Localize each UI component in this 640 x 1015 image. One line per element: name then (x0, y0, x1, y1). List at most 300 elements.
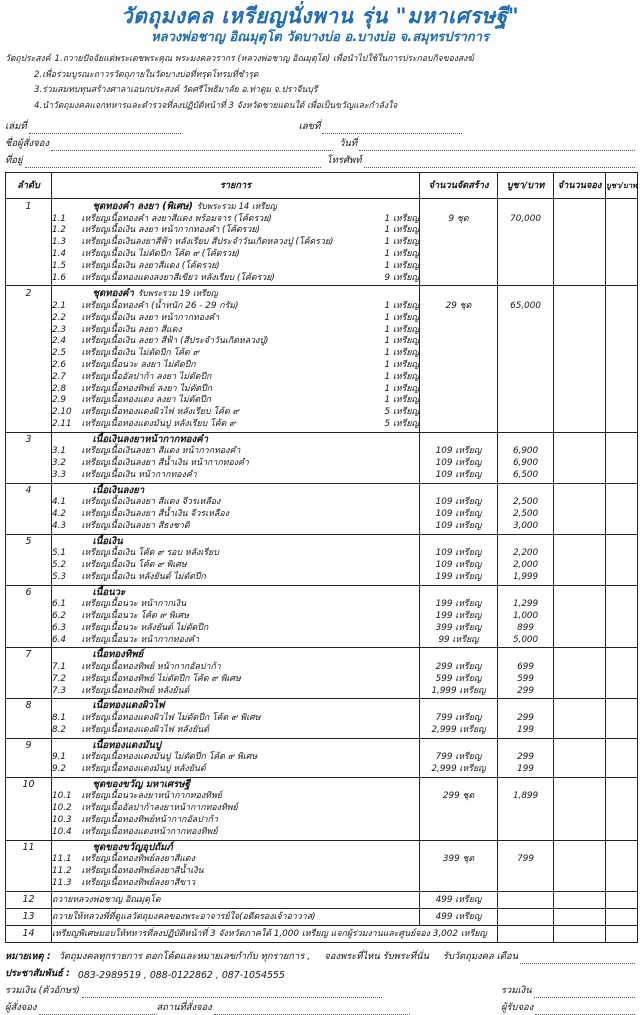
booked-price (606, 372, 638, 384)
item-qty: 1 เหรียญ (364, 325, 420, 337)
table-row (6, 752, 638, 764)
booked-qty (554, 738, 606, 752)
booked-qty (554, 777, 606, 791)
section-title (82, 648, 364, 662)
item-qty (364, 585, 420, 599)
row-index (6, 623, 52, 635)
made-qty: 1,999 เหรียญ (420, 686, 498, 699)
made-qty (420, 384, 498, 396)
item-index (52, 738, 82, 752)
booked-price (606, 611, 638, 623)
made-qty (420, 483, 498, 497)
row-index (6, 273, 52, 286)
made-qty (420, 286, 498, 301)
row-index (6, 458, 52, 470)
price: 299 (498, 752, 554, 764)
item-qty (364, 521, 420, 534)
booked-qty (554, 470, 606, 483)
booked-price (606, 662, 638, 674)
item-index: 7.3 (52, 685, 66, 696)
made-qty (420, 348, 498, 360)
item-desc: เหรียญเนื้อเงิน โค้ด ๙ พิเศษ (81, 560, 187, 571)
item-qty (364, 738, 420, 752)
made-qty: 29 ชุด (420, 301, 498, 313)
item-index: 1.2 (52, 225, 66, 236)
item-qty: 1 เหรียญ (364, 301, 420, 313)
booked-qty (554, 509, 606, 521)
price: 1,899 (498, 791, 554, 803)
row-text: ถวายหลวงพ่อชาญ อิณมุตุโต (52, 891, 420, 908)
booked-price (606, 497, 638, 509)
booked-qty (554, 752, 606, 764)
item-desc: เหรียญเนื้อนวะ หลังยันต์ ไม่ตัดปีก (81, 622, 209, 633)
section-title-note: รับพระรวม 19 เหรียญ (137, 288, 218, 299)
price (498, 777, 554, 791)
item-desc: เหรียญเนื้อทองแดงผิวไฟ ไม่ตัดปีก โค้ด ๙ พิเศษ (81, 713, 261, 724)
booked-qty (554, 713, 606, 725)
table-row (6, 313, 638, 325)
made-qty: 399 เหรียญ (420, 623, 498, 635)
booked-price (606, 313, 638, 325)
price (498, 534, 554, 548)
item-desc: เหรียญเนื้อนวะลงยาหน้ากากทองทิพย์ (81, 791, 222, 802)
row-index (6, 407, 52, 419)
order-table (5, 172, 638, 943)
row-index: 7 (6, 648, 52, 662)
booked-qty (554, 854, 606, 866)
booked-qty (554, 273, 606, 286)
booked-price (606, 286, 638, 301)
booked-qty (554, 560, 606, 572)
made-qty (420, 648, 498, 662)
table-row (6, 360, 638, 372)
booked-qty (554, 458, 606, 470)
booked-price (606, 395, 638, 407)
price (498, 803, 554, 815)
row-index: 11 (6, 840, 52, 854)
item-qty (364, 623, 420, 635)
price: 1,999 (498, 572, 554, 585)
made-qty: 109 เหรียญ (420, 560, 498, 572)
row-index: 3 (6, 432, 52, 446)
item-index (52, 648, 82, 662)
orderer-name-line (51, 139, 333, 151)
booked-qty (554, 325, 606, 337)
item-desc: เหรียญเนื้อเงินลงยา สีน้ำเงิน หน้ากากทองคำ (81, 458, 249, 469)
item-qty (364, 599, 420, 611)
item-desc: เหรียญเนื้อทองแดงลงยาสีเขียว หลังเรียบ (โค้ดรวย) (81, 272, 275, 283)
section-title (82, 199, 364, 214)
table-row (6, 725, 638, 738)
item-qty (364, 866, 420, 878)
booked-qty (554, 891, 606, 908)
item-qty: 1 เหรียญ (364, 237, 420, 249)
price (498, 348, 554, 360)
item-desc: เหรียญเนื้อทองแดงหน้ากากทองทิพย์ (81, 826, 218, 837)
section-title-row (6, 534, 638, 548)
total-line (534, 986, 635, 998)
page-title: วัตถุมงคล เหรียญนั่งพาน รุ่น "มหาเศรษฐี" (120, 4, 520, 28)
table-row (6, 237, 638, 249)
col-header-item: รายการ (52, 173, 420, 199)
item-qty (364, 548, 420, 560)
row-index (6, 725, 52, 738)
number-line (322, 122, 462, 134)
made-qty (420, 261, 498, 273)
booked-price (606, 348, 638, 360)
item-index: 1.1 (52, 213, 66, 224)
item-index (52, 699, 82, 713)
booked-price (606, 752, 638, 764)
table-row (6, 249, 638, 261)
booked-price (606, 585, 638, 599)
made-qty (420, 325, 498, 337)
item-desc: เหรียญเนื้อทองทิพย์ ไม่ตัดปีก โค้ด ๙ พิเศษ (81, 673, 241, 684)
made-qty (420, 866, 498, 878)
price (498, 585, 554, 599)
item-index: 2.11 (52, 418, 72, 429)
booked-price (606, 840, 638, 854)
table-row (6, 599, 638, 611)
booked-price (606, 764, 638, 777)
section-title (82, 738, 364, 752)
item-qty (364, 446, 420, 458)
row-index (6, 225, 52, 237)
orderer-sign-label: ผู้สั่งจอง (5, 1001, 37, 1013)
table-section (6, 699, 638, 738)
item-qty: 1 เหรียญ (364, 372, 420, 384)
booked-qty (554, 648, 606, 662)
table-section (6, 534, 638, 585)
booked-price (606, 725, 638, 738)
item-desc: เหรียญเนื้อทองแดงผิวไฟ หลังเรียบ โค้ด ๙ (81, 407, 239, 418)
item-qty (364, 648, 420, 662)
booked-qty (554, 791, 606, 803)
made-qty: 499 เหรียญ (420, 891, 498, 908)
table-row (6, 560, 638, 572)
price (498, 908, 554, 925)
table-row (6, 925, 638, 942)
table-row (6, 325, 638, 337)
booked-price (606, 791, 638, 803)
row-index (6, 497, 52, 509)
price (498, 432, 554, 446)
made-qty (420, 237, 498, 249)
item-desc: เหรียญเนื้อทองแดงผิวไฟ หลังยันต์ (81, 724, 209, 735)
booked-price (606, 699, 638, 713)
item-desc: เหรียญเนื้อทองแดงมันปู ไม่ตัดปีก โค้ด ๙ พิเศษ (81, 752, 258, 763)
booked-price (606, 777, 638, 791)
table-row (6, 635, 638, 648)
section-title (82, 840, 364, 854)
row-index (6, 866, 52, 878)
made-qty: 109 เหรียญ (420, 497, 498, 509)
item-index: 3.1 (52, 446, 66, 457)
made-qty (420, 336, 498, 348)
booked-qty (554, 432, 606, 446)
purpose-line-4: 4.นำวัตถุมงคลแจกทหารและตำรวจที่ลงปฏิบัติหน้าที่ 3 จังหวัดชายแดนใต้ เพื่อเป็นขวัญและกำลังใจ (34, 100, 398, 111)
booked-qty (554, 301, 606, 313)
booked-price (606, 225, 638, 237)
table-section (6, 432, 638, 483)
row-index (6, 249, 52, 261)
booked-price (606, 572, 638, 585)
section-title-row (6, 199, 638, 214)
section-title-row (6, 648, 638, 662)
made-qty: 399 ชุด (420, 854, 498, 866)
row-index: 9 (6, 738, 52, 752)
table-row (6, 348, 638, 360)
price (498, 237, 554, 249)
item-index: 6.3 (52, 622, 66, 633)
booked-price (606, 273, 638, 286)
booked-qty (554, 225, 606, 237)
table-row (6, 521, 638, 534)
booked-qty (554, 725, 606, 738)
booked-qty (554, 878, 606, 891)
item-desc: เหรียญเนื้อเงิน โค้ด ๙ รอบ หลังเรียบ (81, 548, 219, 559)
item-desc: เหรียญเนื้อทองทิพย์ หลังยันต์ (81, 685, 190, 696)
price: 699 (498, 662, 554, 674)
item-index: 5.3 (52, 571, 66, 582)
booked-price (606, 635, 638, 648)
row-index (6, 674, 52, 686)
orderer-name-label: ชื่อผู้สั่งจอง (5, 138, 50, 149)
booked-price (606, 509, 638, 521)
booked-qty (554, 686, 606, 699)
col-header-booked-price: บูชา/บาท (606, 173, 638, 199)
section-title-text: ชุดทองคำ ลงยา (พิเศษ) (92, 201, 193, 212)
pr-label: ประชาสัมพันธ์ : (5, 967, 70, 979)
price: 199 (498, 764, 554, 777)
table-row (6, 458, 638, 470)
booked-qty (554, 407, 606, 419)
item-qty (364, 572, 420, 585)
made-qty: 299 เหรียญ (420, 662, 498, 674)
made-qty: 199 เหรียญ (420, 599, 498, 611)
item-desc: เหรียญเนื้อทองทิพย์ลงยาสีขาว (81, 877, 196, 888)
row-index (6, 336, 52, 348)
section-title-text: ชุดของขวัญ มหาเศรษฐี (92, 778, 190, 790)
item-index: 2.4 (52, 336, 66, 347)
row-index (6, 791, 52, 803)
item-desc: เหรียญเนื้อเงินลงยา สีธงชาติ (81, 520, 190, 531)
made-qty (420, 878, 498, 891)
item-qty (364, 199, 420, 214)
table-row (6, 674, 638, 686)
booked-price (606, 803, 638, 815)
table-row (6, 686, 638, 699)
section-title-row (6, 483, 638, 497)
booked-qty (554, 572, 606, 585)
made-qty: 199 เหรียญ (420, 611, 498, 623)
item-index: 6.2 (52, 611, 66, 622)
section-title-row (6, 286, 638, 301)
table-section (6, 777, 638, 840)
item-index: 9.2 (52, 764, 66, 775)
item-qty: 9 เหรียญ (364, 273, 420, 286)
item-qty (364, 509, 420, 521)
booked-qty (554, 534, 606, 548)
row-index (6, 560, 52, 572)
made-qty (420, 419, 498, 432)
item-qty (364, 878, 420, 891)
section-title-text: เนื้อเงินลงยา (92, 484, 145, 496)
item-qty (364, 854, 420, 866)
item-index: 2.2 (52, 312, 66, 323)
number-label: เลขที่ (298, 121, 321, 132)
price (498, 261, 554, 273)
table-row (6, 827, 638, 840)
booked-qty (554, 764, 606, 777)
made-qty: 109 เหรียญ (420, 548, 498, 560)
section-title-text: เนื้อนวะ (92, 586, 126, 598)
made-qty (420, 803, 498, 815)
item-index (52, 534, 82, 548)
made-qty (420, 432, 498, 446)
row-index (6, 599, 52, 611)
row-index: 8 (6, 699, 52, 713)
row-index (6, 360, 52, 372)
item-qty (364, 635, 420, 648)
booked-qty (554, 261, 606, 273)
booked-qty (554, 286, 606, 301)
booked-qty (554, 483, 606, 497)
section-title-text: เนื้อทองแดงผิวไฟ (92, 700, 165, 712)
table-row (6, 261, 638, 273)
item-qty (364, 432, 420, 446)
booked-qty (554, 662, 606, 674)
item-desc: เหรียญเนื้ออัลปาก้า ลงยา ไม่ตัดปีก (81, 371, 212, 382)
date-label: วันที่ (339, 138, 358, 149)
row-index: 5 (6, 534, 52, 548)
col-header-index: ลำดับ (6, 173, 52, 199)
orderer-sign-line (39, 1003, 157, 1015)
item-index: 3.2 (52, 458, 66, 469)
price (498, 249, 554, 261)
price (498, 407, 554, 419)
booked-price (606, 237, 638, 249)
made-qty (420, 738, 498, 752)
item-qty: 1 เหรียญ (364, 336, 420, 348)
booked-qty (554, 585, 606, 599)
booked-qty (554, 372, 606, 384)
item-qty (364, 725, 420, 738)
item-qty (364, 752, 420, 764)
table-section (6, 585, 638, 648)
item-index: 2.10 (52, 407, 72, 418)
total-words-line (82, 986, 382, 998)
item-index: 8.2 (52, 724, 66, 735)
note-text-2: จองพระที่ไหน รับพระที่นั่น (324, 950, 429, 962)
phone-label: โทรศัพท์ (326, 155, 362, 166)
table-row (6, 509, 638, 521)
pr-phone-numbers: 083-2989519 , 088-0122862 , 087-1054555 (77, 969, 285, 981)
made-qty (420, 534, 498, 548)
made-qty: 2,999 เหรียญ (420, 725, 498, 738)
booked-price (606, 827, 638, 840)
row-index: 2 (6, 286, 52, 301)
table-section (6, 483, 638, 534)
section-title-text: ชุดทองคำ (92, 288, 134, 300)
item-desc: เหรียญเนื้อทองทิพย์ลงยาสีแดง (81, 854, 195, 865)
row-index (6, 572, 52, 585)
item-index: 10.4 (52, 826, 72, 837)
made-qty: 499 เหรียญ (420, 908, 498, 925)
made-qty (420, 225, 498, 237)
col-header-price: บูชา/บาท (498, 173, 554, 199)
booked-price (606, 360, 638, 372)
price (498, 891, 554, 908)
booked-price (606, 261, 638, 273)
item-index: 7.2 (52, 673, 66, 684)
booked-price (606, 925, 638, 942)
booked-price (606, 458, 638, 470)
item-qty (364, 713, 420, 725)
booked-price (606, 384, 638, 396)
item-qty: 1 เหรียญ (364, 360, 420, 372)
made-qty: 109 เหรียญ (420, 458, 498, 470)
section-title-row (6, 840, 638, 854)
price: 1,000 (498, 611, 554, 623)
booked-price (606, 623, 638, 635)
section-title-row (6, 777, 638, 791)
item-qty (364, 497, 420, 509)
booked-qty (554, 827, 606, 840)
purpose-line-3: 3.ร่วมสมทบทุนสร้างศาลาเอนกประสงค์ วัดศรีโพธิมาลัย อ.ท่าตูม จ.ปราจีนบุรี (34, 85, 318, 95)
item-index: 4.3 (52, 520, 66, 531)
price: 299 (498, 686, 554, 699)
made-qty (420, 313, 498, 325)
item-index: 10.2 (52, 803, 72, 814)
table-row (6, 572, 638, 585)
row-index: 10 (6, 777, 52, 791)
section-title-note: รับพระรวม 14 เหรียญ (196, 201, 277, 211)
booked-qty (554, 803, 606, 815)
section-title (82, 432, 364, 446)
item-index (52, 286, 82, 301)
item-desc: เหรียญเนื้อเงินลงยา สีแดง จีวรเหลือง (81, 497, 221, 508)
made-qty: 799 เหรียญ (420, 752, 498, 764)
booked-price (606, 686, 638, 699)
booked-qty (554, 908, 606, 925)
table-section (6, 648, 638, 699)
note-label: หมายเหตุ : (5, 950, 51, 962)
row-index (6, 854, 52, 866)
booked-qty (554, 635, 606, 648)
made-qty (420, 815, 498, 827)
item-index: 11.2 (52, 866, 72, 876)
row-index (6, 325, 52, 337)
price: 2,500 (498, 509, 554, 521)
booked-price (606, 866, 638, 878)
item-desc: เหรียญเนื้อทองแดง ลงยา ไม่ตัดปีก (81, 395, 211, 406)
price (498, 325, 554, 337)
price (498, 372, 554, 384)
item-qty (364, 791, 420, 803)
booked-price (606, 713, 638, 725)
price (498, 925, 554, 942)
section-title-text: ชุดของขวัญอุปถัมภ์ (92, 841, 173, 853)
made-qty (420, 407, 498, 419)
item-index (52, 199, 82, 214)
booked-price (606, 214, 638, 226)
item-qty: 1 เหรียญ (364, 384, 420, 396)
price (498, 827, 554, 840)
item-qty: 1 เหรียญ (364, 313, 420, 325)
booked-price (606, 432, 638, 446)
price (498, 840, 554, 854)
